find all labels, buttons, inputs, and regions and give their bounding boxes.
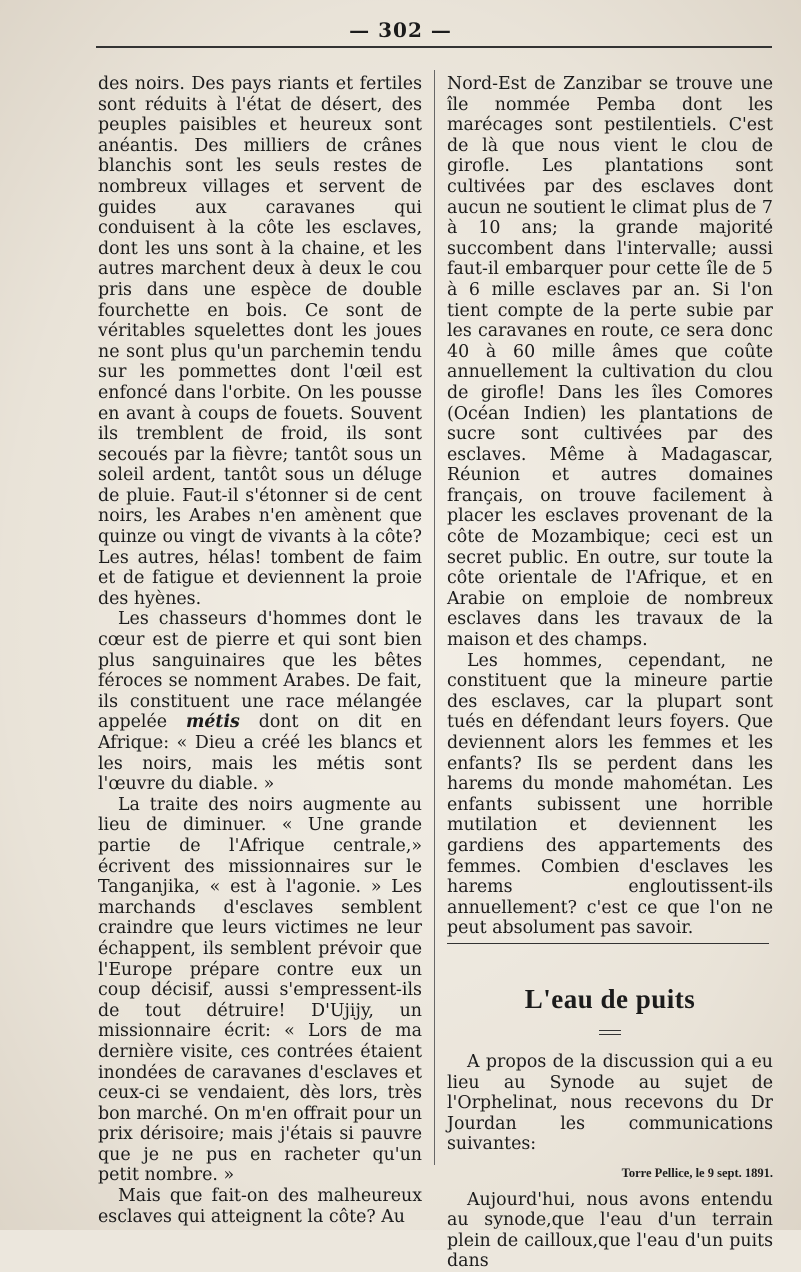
left-paragraph-2-tail: dont on dit en Afrique: « Dieu a créé les blancs et les noirs, mais les métis sont l'œuvre du diable. » [98,712,422,795]
section-end-rule [447,943,769,944]
left-paragraph-1: des noirs. Des pays riants et fertiles sont réduits à l'état de désert, des peuples paisibles et heureux sont anéantis. Des milliers de crânes blanchis sont les seuls restes de nombreux villages et servent de guides aux caravanes qui conduisent à la côte les esclaves, dont les uns sont à la chaine, et les autres marchent deux à deux le cou pris dans une espèce de double fourchette en bois. Ce sont de véritables squelettes dont les joues ne sont plus qu'un parchemin tendu sur les pommettes dont l'œil est enfoncé dans l'orbite. On les pousse en avant à coups de fouets. Souvent ils tremblent de froid, ils sont secoués par la fièvre; tantôt sous un soleil ardent, tantôt sous un déluge de pluie. Faut-il s'étonner si de cent noirs, les Arabes n'en amènent que quinze ou vingt de vivants à la côte? Les autres, hélas! tombent de faim et de fatigue et deviennent la proie des hyènes. [98,74,422,609]
column-divider [434,70,435,1165]
page-number: — 302 — [349,18,452,42]
left-paragraph-4: Mais que fait-on des malheureux esclaves qui atteignent la côte? Au [98,1186,422,1227]
right-paragraph-2: Les hommes, cependant, ne constituent que la mineure partie des esclaves, car la plupart sont tués en défendant leurs foyers. Que deviennent alors les femmes et les enfants? Ils se perdent dans les harems du monde mahométan. Les enfants subissent une horrible mutilation et deviennent les gardiens des appartements des femmes. Combien d'esclaves les harems engloutissent-ils annuellement? c'est ce que l'on ne peut absolument pas savoir. [447,650,773,939]
metis-word: métis [185,712,240,733]
left-column [98,74,422,1227]
letter-start: Aujourd'hui, nous avons entendu au synode,que l'eau d'un terrain plein de cailloux,que l'eau d'un puits dans [447,1189,773,1272]
section-title: L'eau de puits [524,983,696,1014]
left-paragraph-3: La traite des noirs augmente au lieu de diminuer. « Une grande partie de l'Afrique centrale,» écrivent des missionnaires sur le Tanganjika, « est à l'agonie. » Les marchands d'esclaves semblent craindre que leurs victimes ne leur échappent, ils semblent prévoir que l'Europe prépare contre eux un coup décisif, aussi s'empressent-ils de tout détruire! D'Ujijy, un missionnaire écrit: « Lors de ma dernière visite, ces contrées étaient inondées de caravanes d'esclaves et ceux-ci se vendaient, dès lors, très bon marché. On m'en offrait pour un prix dérisoire; mais j'étais si pauvre que je ne pus en racheter qu'un petit nombre. » [98,794,422,1186]
section-intro: A propos de la discussion qui a eu lieu au Synode au sujet de l'Orphelinat, nous recevons du Dr Jourdan les communications suivantes: [447,1051,773,1155]
dateline: Torre Pellice, le 9 sept. 1891. [621,1165,773,1180]
left-paragraph-2-text: Les chasseurs d'hommes dont le cœur est de pierre et qui sont bien plus sanguinaires que les bêtes féroces se nomment Arabes. De fait, ils constituent une race mélangée appelée [98,609,422,733]
title-dash [447,1018,773,1040]
left-paragraph-2 [98,609,422,794]
right-paragraph-1: Nord-Est de Zanzibar se trouve une île nommée Pemba dont les marécages sont pestilentiels. C'est de là que nous vient le clou de girofle. Les plantations sont cultivées par des esclaves dont aucun ne soutient le climat plus de 7 à 10 ans; la grande majorité succombent dans l'intervalle; aussi faut-il embarquer pour cette île de 5 à 6 mille esclaves par an. Si l'on tient compte de la perte subie par les caravanes en route, ce sera donc 40 à 60 mille âmes que coûte annuellement la cultivation du clou de girofle! Dans les îles Comores (Océan Indien) les plantations de sucre sont cultivées par des esclaves. Même à Madagascar, Réunion et autres domaines français, on trouve facilement à placer les esclaves provenant de la côte de Mozambique; ceci est un secret public. En outre, sur toute la côte orientale de l'Afrique, et en Arabie on emploie de nombreux esclaves dans les travaux de la maison et des champs. [447,74,773,651]
header-rule [96,46,772,48]
right-column [447,74,773,1272]
